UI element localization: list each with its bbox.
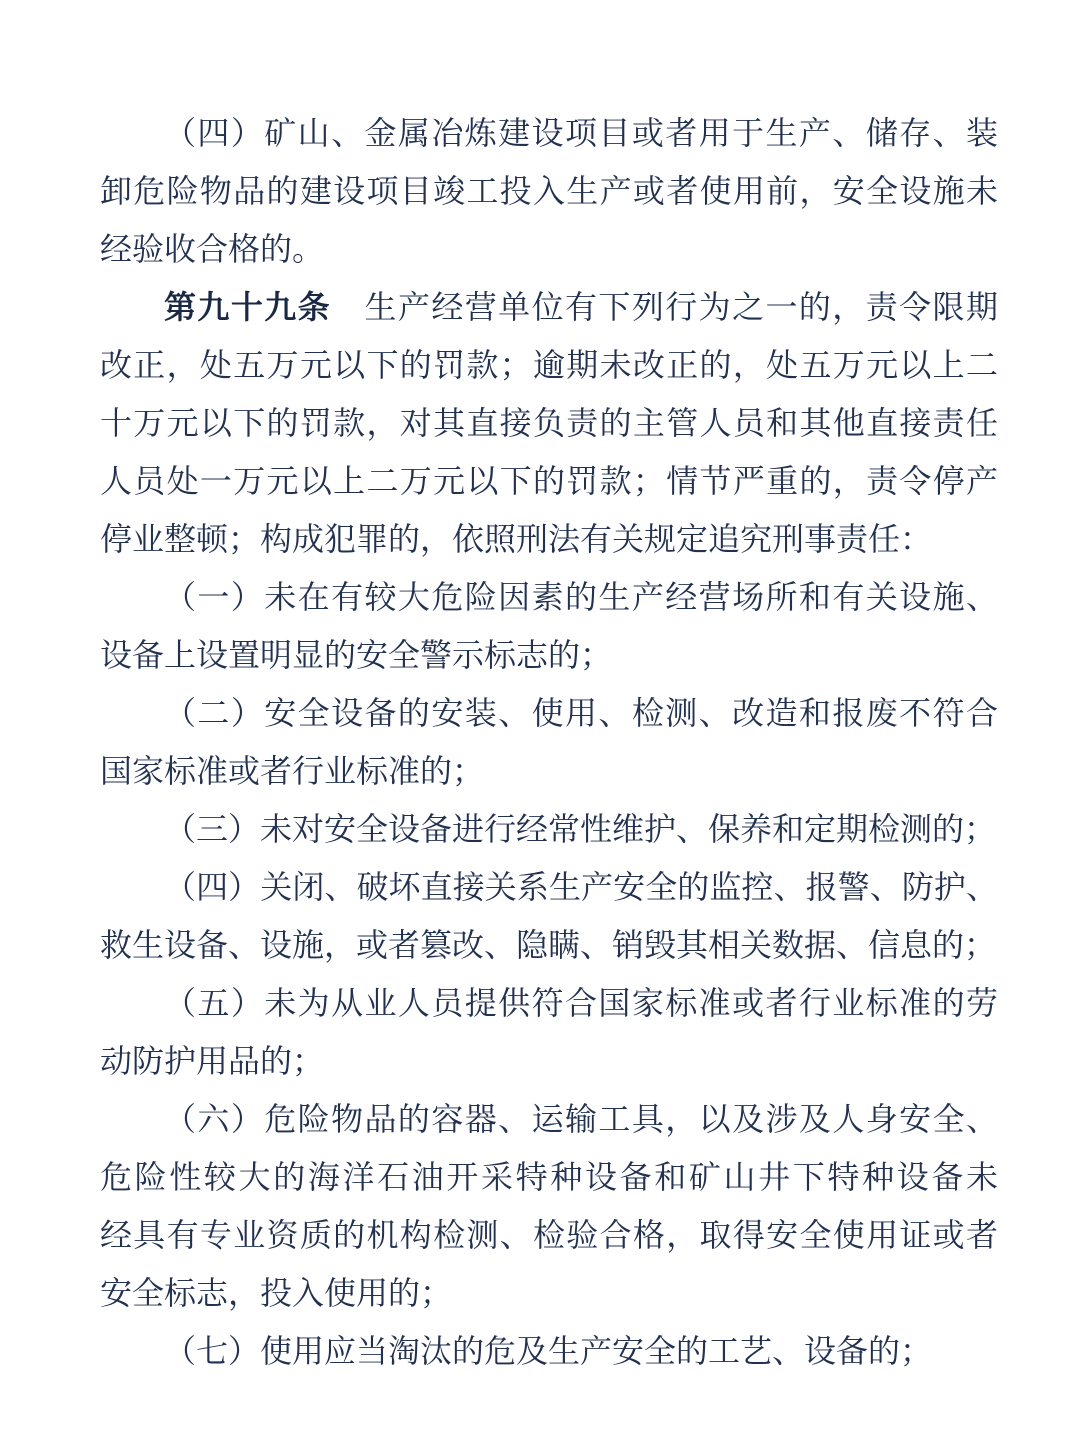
doc-line: 国家标准或者行业标准的； (100, 753, 485, 789)
doc-line: 改正，处五万元以下的罚款；逾期未改正的，处五万元以上二 (100, 347, 998, 383)
doc-line: （四）关闭、破坏直接关系生产安全的监控、报警、防护、 (164, 869, 998, 905)
doc-line: （四）矿山、金属冶炼建设项目或者用于生产、储存、装 (164, 115, 998, 151)
doc-line: 动防护用品的； (100, 1043, 325, 1079)
doc-line (100, 278, 998, 336)
doc-line: 卸危险物品的建设项目竣工投入生产或者使用前，安全设施未 (100, 173, 998, 209)
doc-line: 危险性较大的海洋石油开采特种设备和矿山井下特种设备未 (100, 1159, 998, 1195)
doc-line: 人员处一万元以上二万元以下的罚款；情节严重的，责令停产 (100, 463, 998, 499)
doc-line-text: 生产经营单位有下列行为之一的，责令限期 (331, 289, 998, 325)
doc-line: （三）未对安全设备进行经常性维护、保养和定期检测的； (164, 811, 997, 847)
doc-line: 设备上设置明显的安全警示标志的； (100, 637, 613, 673)
doc-line: 经验收合格的。 (100, 231, 325, 267)
article-number: 第九十九条 (164, 289, 332, 325)
doc-line: 救生设备、设施，或者篡改、隐瞒、销毁其相关数据、信息的； (100, 927, 997, 963)
doc-line: （七）使用应当淘汰的危及生产安全的工艺、设备的； (164, 1333, 933, 1369)
doc-line: （二）安全设备的安装、使用、检测、改造和报废不符合 (164, 695, 998, 731)
doc-line: 经具有专业资质的机构检测、检验合格，取得安全使用证或者 (100, 1217, 998, 1253)
doc-line: （五）未为从业人员提供符合国家标准或者行业标准的劳 (164, 985, 998, 1021)
doc-line: （一）未在有较大危险因素的生产经营场所和有关设施、 (164, 579, 998, 615)
doc-line: 停业整顿；构成犯罪的，依照刑法有关规定追究刑事责任： (100, 521, 933, 557)
legal-text-page (100, 104, 998, 1380)
doc-line: 安全标志，投入使用的； (100, 1275, 453, 1311)
doc-line: （六）危险物品的容器、运输工具，以及涉及人身安全、 (164, 1101, 998, 1137)
doc-line: 十万元以下的罚款，对其直接负责的主管人员和其他直接责任 (100, 405, 998, 441)
